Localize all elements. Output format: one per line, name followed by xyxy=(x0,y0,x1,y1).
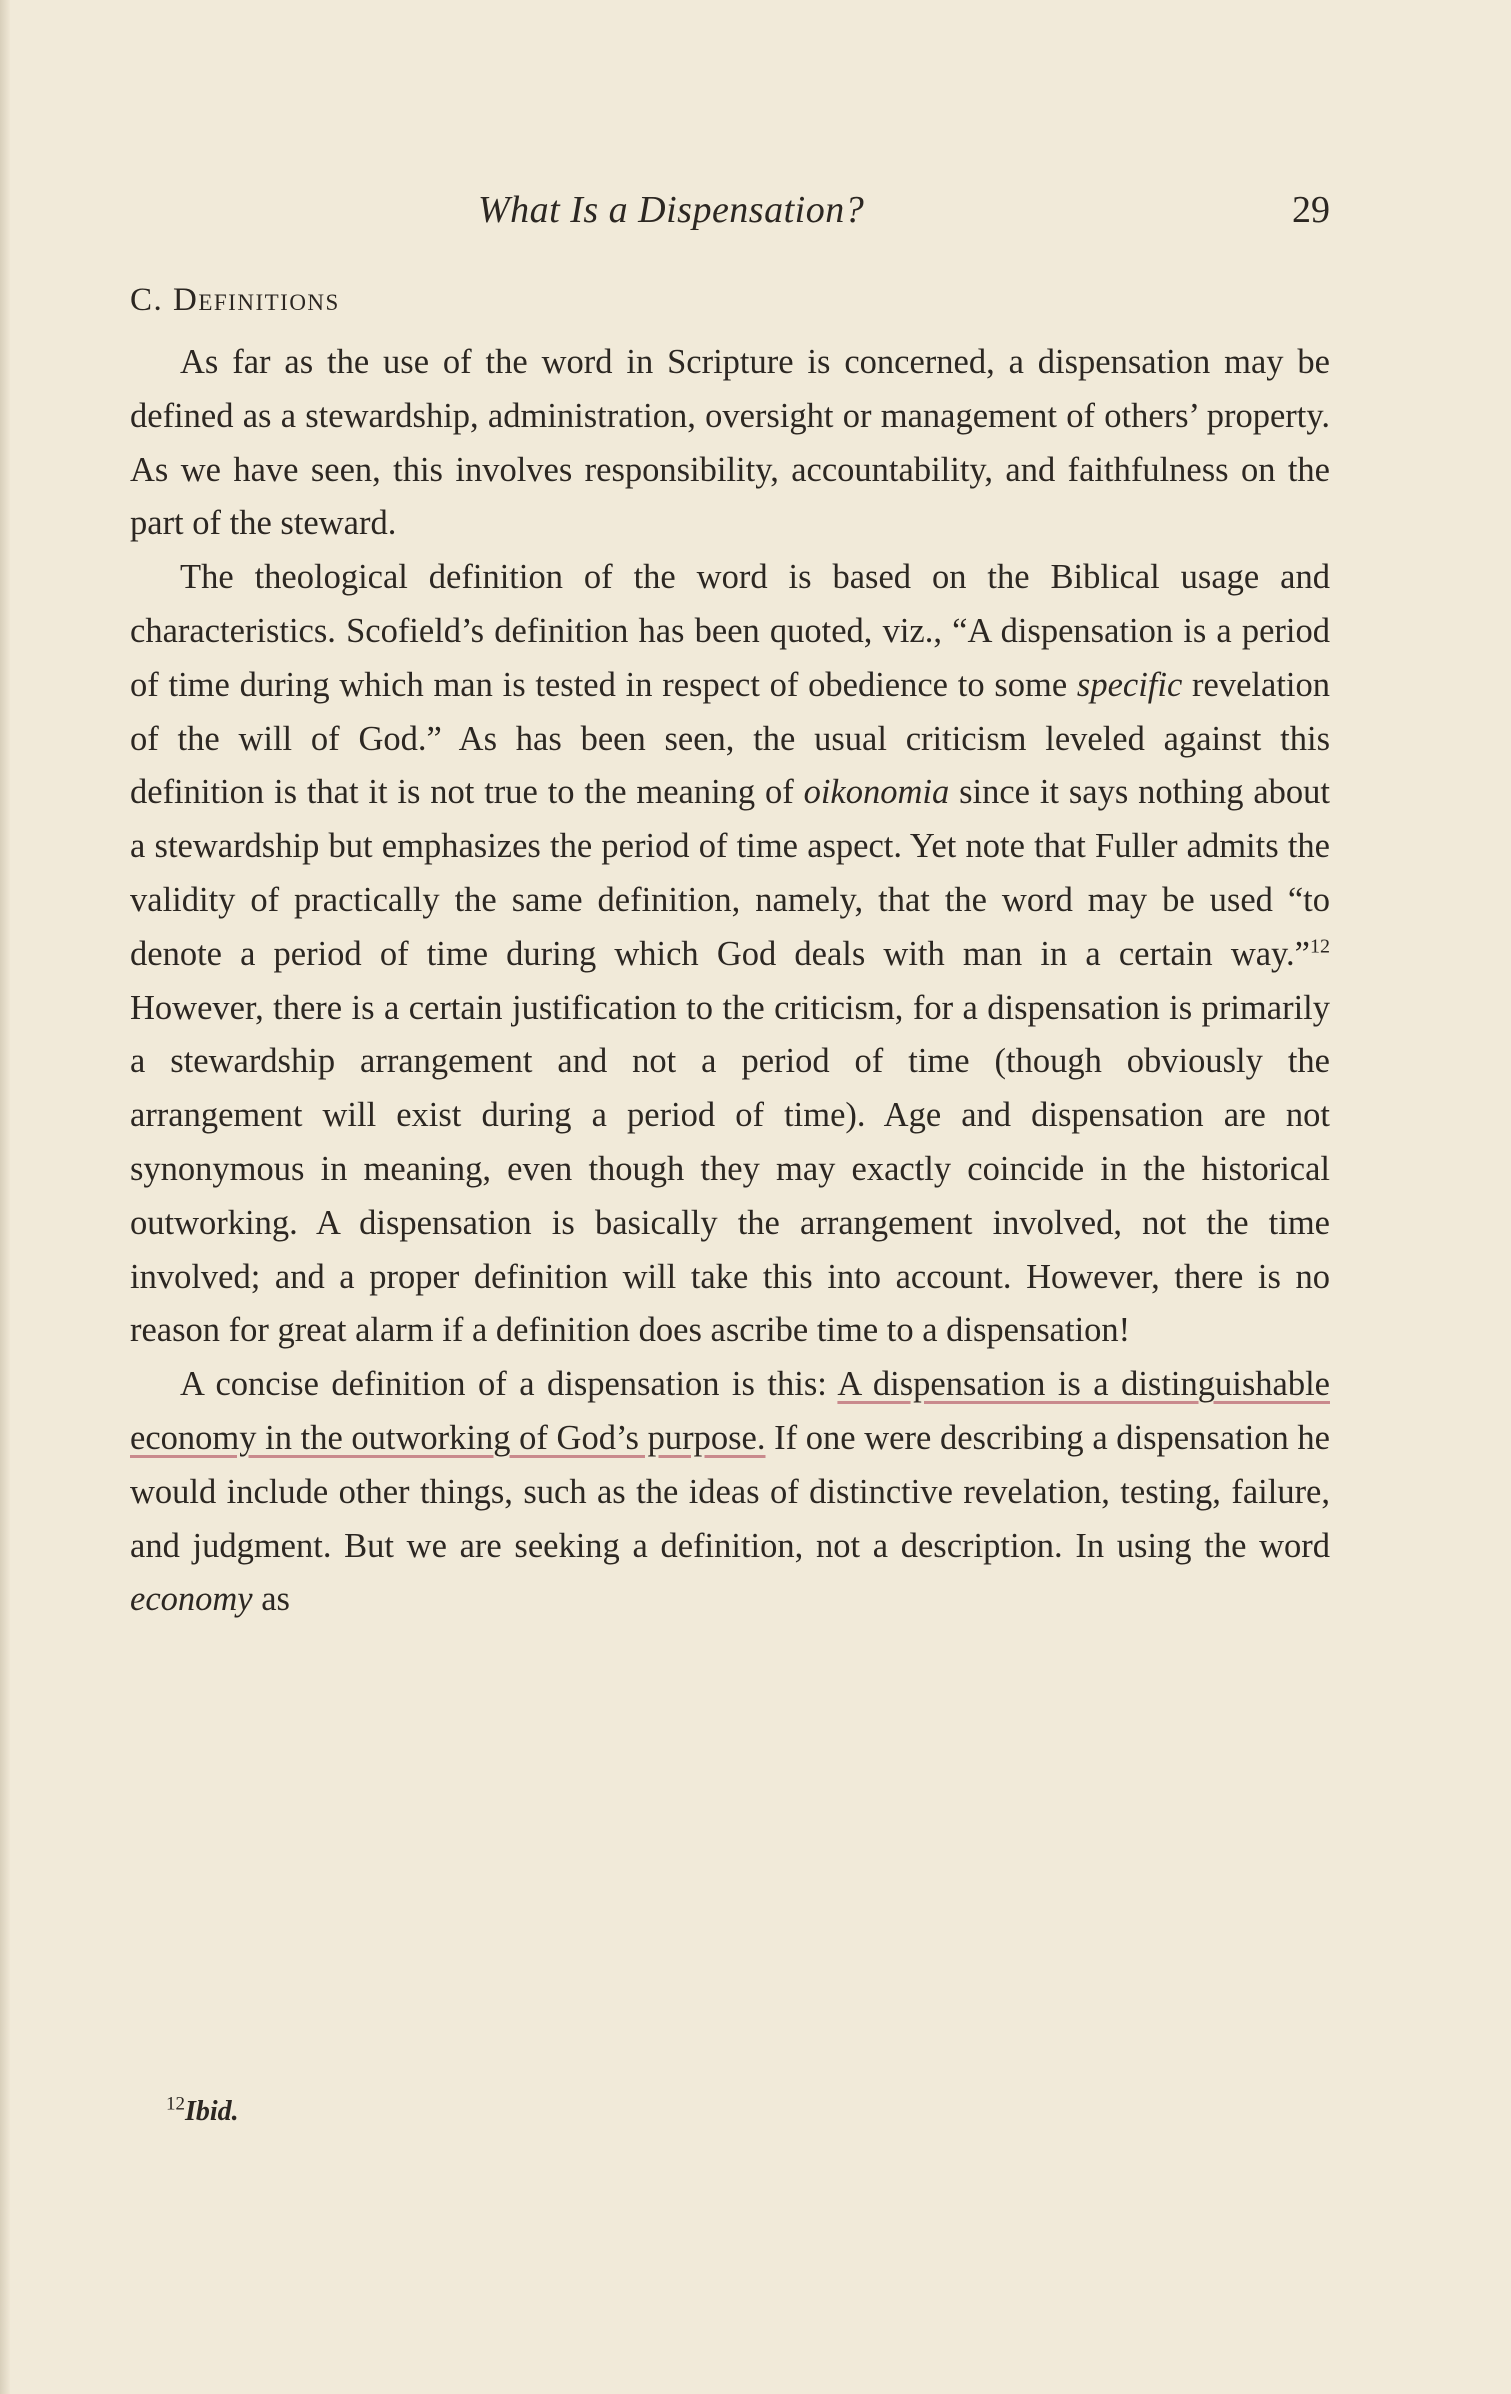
paragraph-1 xyxy=(130,336,1330,551)
emphasis-economy: economy xyxy=(130,1580,253,1619)
paragraph-3-text-b: If one were describing a dispensation he would include other things, such as the ideas of distinctive revelation, testing, failure, and judgment. But we are seeking a definition, not a description. In using the word xyxy=(130,1418,1330,1565)
paragraph-1-text: As far as the use of the word in Scripture is concerned, a dispensation may be defined as a stewardship, administration, oversight or management of others’ property. As we have seen, this involves responsibility, accountability, and faithfulness on the part of the steward. xyxy=(130,343,1330,543)
underlined-definition: A dispensation is a distinguishable economy in the outworking of God’s purpose. xyxy=(130,1365,1330,1457)
footnote-number: 12 xyxy=(166,2093,185,2115)
paragraph-2-text-c: since it says nothing about a stewardship but emphasizes the period of time aspect. Yet note that Fuller admits the validity of practically the same definition, namely, that the word may be used “to denote a period of time during which God deals with man in a certain way.” xyxy=(130,773,1331,973)
body-text xyxy=(130,336,1330,1627)
paragraph-2-text-a: The theological definition of the word is based on the Biblical usage and characteristics. Scofield’s definition has been quoted, viz., “A dispensation is a period of time during which man is tested in respect of obedience to some xyxy=(130,558,1330,704)
paragraph-2-text-b: revelation of the will of God.” As has been seen, the usual criticism leveled against this definition is that it is not true to the meaning of xyxy=(130,665,1330,812)
paragraph-3-text-c: as xyxy=(252,1580,290,1619)
footnote-text: Ibid. xyxy=(185,2096,239,2127)
paragraph-2 xyxy=(130,551,1330,1358)
footnote-reference: 12 xyxy=(1310,935,1330,958)
section-heading: C. Definitions xyxy=(130,282,340,318)
page-edge-shadow xyxy=(0,0,10,2394)
paragraph-3-text-a: A concise definition of a dispensation is this: xyxy=(180,1365,838,1404)
running-title: What Is a Dispensation? xyxy=(478,189,865,231)
paragraph-2-text-d: However, there is a certain justification to the criticism, for a dispensation is primarily a stewardship arrangement and not a period of time (though obviously the arrangement will exist during a period of time). Age and dispensation are not synonymous in meaning, even though they may exactly coincide in the historical outworking. A dispensation is basically the arrangement involved, not the time involved; and a proper definition will take this into account. However, there is no reason for great alarm if a definition does ascribe time to a dispensation! xyxy=(130,988,1330,1350)
emphasis-specific: specific xyxy=(1076,665,1183,704)
footnote xyxy=(166,2093,239,2128)
running-head xyxy=(130,188,1330,248)
paragraph-3 xyxy=(130,1358,1330,1627)
page-number: 29 xyxy=(1292,189,1330,231)
emphasis-oikonomia: oikonomia xyxy=(803,773,950,812)
